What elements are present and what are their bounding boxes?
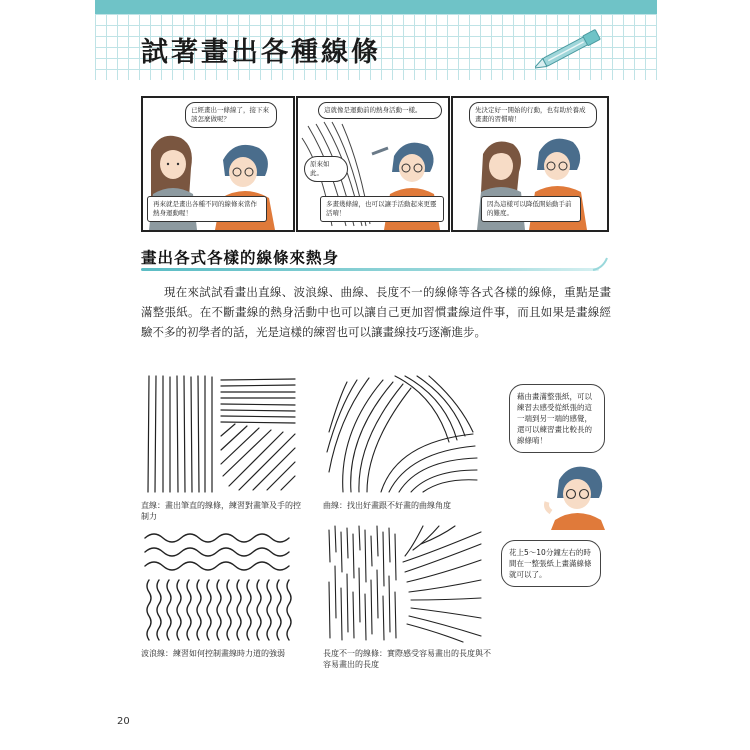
straight-lines-exercise	[141, 372, 297, 496]
curve-caption: 曲線：找出好畫跟不好畫的曲線角度	[323, 501, 451, 510]
comic-panel-2	[296, 96, 450, 232]
speech-bubble: 因為這樣可以降低開始動手前的難度。	[481, 196, 581, 222]
page-title: 試著畫出各種線條	[141, 37, 381, 68]
speech-bubble: 多畫幾條線，也可以讓手活動起來更靈活唷！	[320, 196, 444, 222]
varied-lines-exercise	[323, 522, 483, 644]
varied-caption: 長度不一的線條：實際感受容易畫出的長度與不容易畫出的長度	[323, 649, 491, 669]
pen-icon	[535, 22, 615, 72]
tip-bubble-top: 藉由畫滿整張紙，可以練習去感受從紙張的這一端到另一端的感覺，還可以練習畫比較長的線條唷！	[509, 384, 605, 453]
section-decoration-icon	[591, 256, 611, 276]
page-number: 20	[117, 716, 130, 727]
tip-character-illustration	[535, 460, 625, 530]
body-paragraph: 現在來試試看畫出直線、波浪線、曲線、長度不一的線條等各式各樣的線條，重點是畫滿整張紙。在不斷畫線的熱身活動中也可以讓自己更加習慣畫線這件事，而且如果是畫線經驗不多的初學者的話，光是這樣的練習也可以讓畫線技巧逐漸進步。	[141, 285, 611, 339]
comic-strip	[141, 96, 607, 228]
header-band	[95, 0, 657, 14]
speech-bubble: 再來就是畫出各種不同的線條來當作熱身運動喔！	[147, 196, 267, 222]
section-underline	[141, 268, 599, 271]
speech-bubble: 先決定好一開始的行動，也有助於養成畫畫的習慣唷！	[469, 102, 597, 128]
curve-lines-exercise	[323, 372, 479, 496]
wave-lines-exercise	[141, 522, 297, 644]
wave-caption: 波浪線：練習如何控制畫線時力道的強弱	[141, 649, 285, 658]
comic-panel-1	[141, 96, 295, 232]
speech-bubble: 原來如此。	[304, 156, 348, 182]
speech-bubble: 這就像是運動前的熱身活動一樣。	[318, 102, 442, 119]
tip-bubble-bottom: 花上5～10分鐘左右的時間在一整張紙上畫滿線條就可以了。	[501, 540, 601, 587]
section-body	[141, 282, 611, 342]
page	[95, 0, 657, 750]
speech-bubble: 已經畫出一條線了，接下來該怎麼做呢？	[185, 102, 277, 128]
straight-caption: 直線：畫出筆直的線條，練習對畫筆及手的控制力	[141, 501, 301, 521]
comic-panel-3	[451, 96, 609, 232]
section-title: 畫出各式各樣的線條來熱身	[141, 249, 340, 267]
